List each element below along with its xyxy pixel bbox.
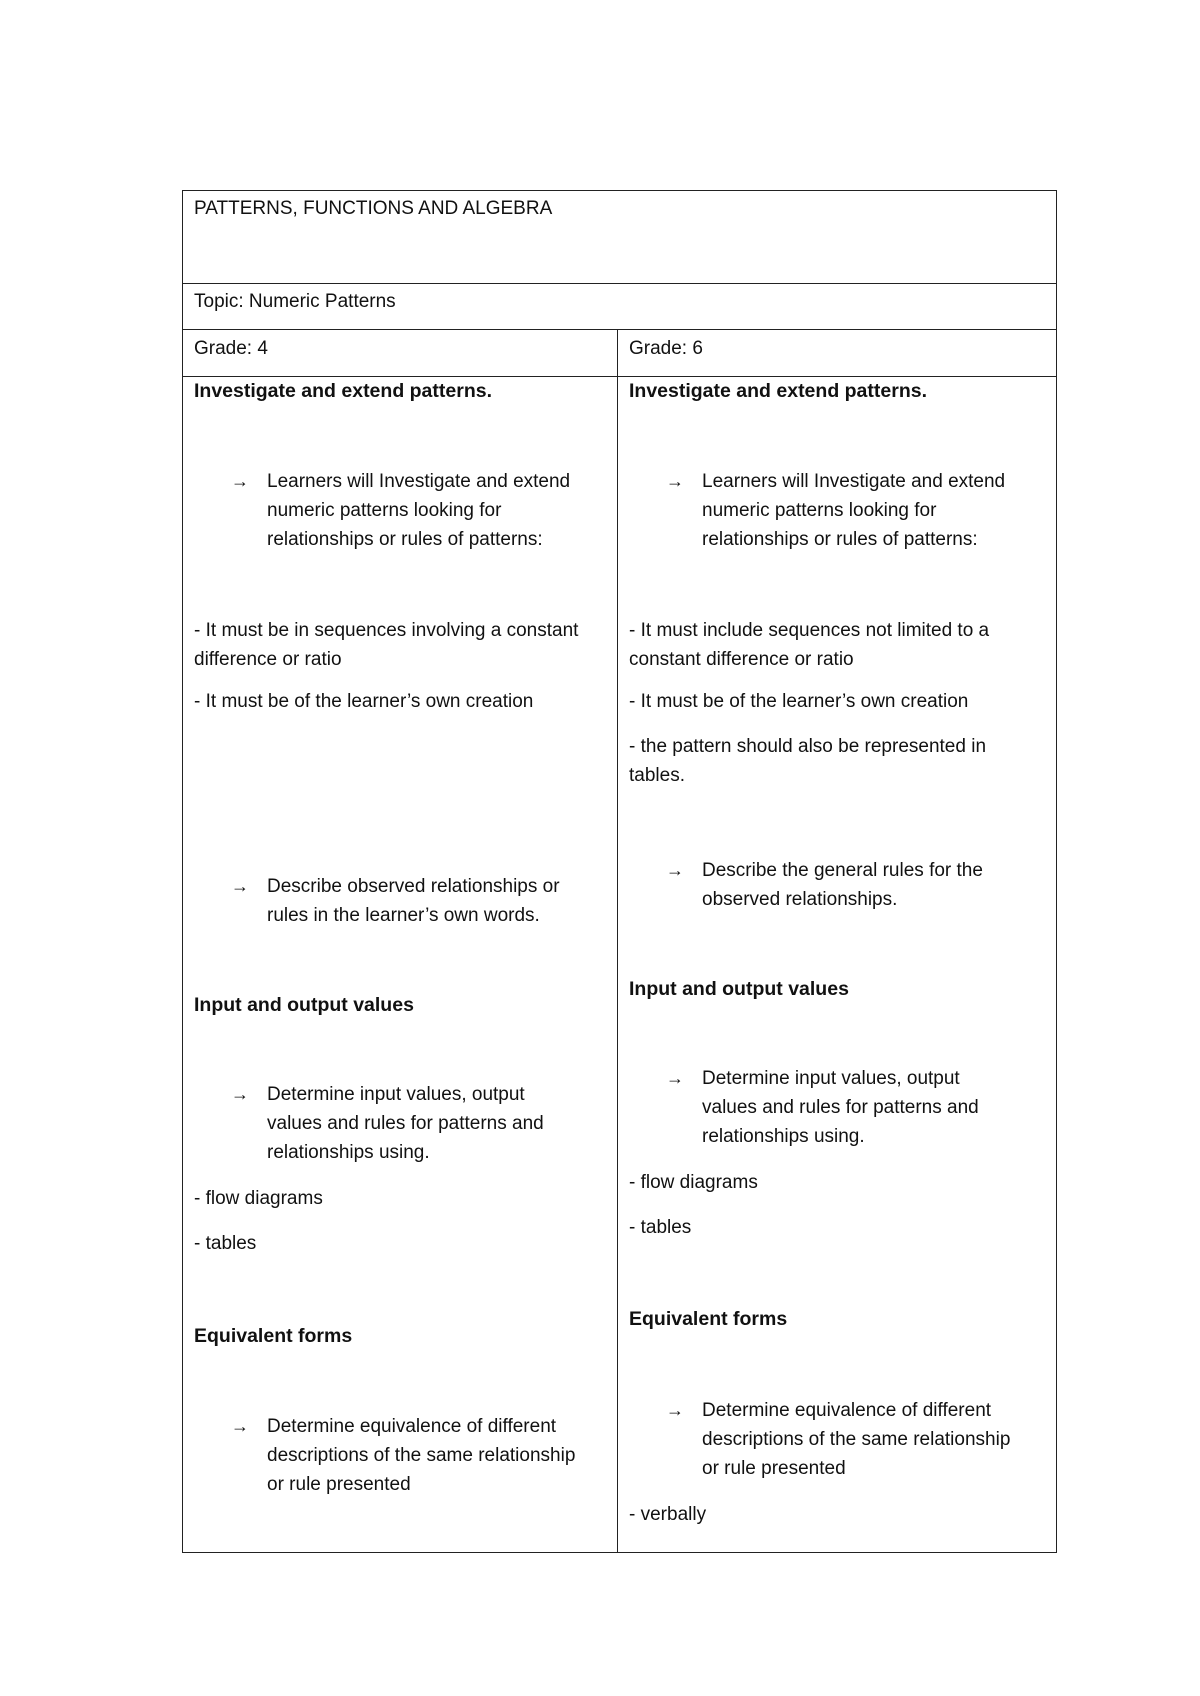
left-dash-own-creation: - It must be of the learner’s own creation [194, 691, 534, 712]
text-line: relationships or rules of patterns: [702, 529, 978, 550]
arrow-icon: → [666, 860, 684, 880]
text-line: relationships or rules of patterns: [267, 529, 543, 550]
text-line: numeric patterns looking for [702, 500, 937, 521]
text-line: relationships using. [702, 1126, 865, 1147]
text-line: constant difference or ratio [629, 649, 854, 670]
text-line: descriptions of the same relationship [267, 1445, 576, 1466]
text-line: Determine equivalence of different [702, 1400, 992, 1421]
right-dash-own-creation: - It must be of the learner’s own creation [629, 691, 969, 712]
strand-title: PATTERNS, FUNCTIONS AND ALGEBRA [194, 198, 553, 219]
right-dash-tables: - tables [629, 1217, 692, 1238]
text-line: values and rules for patterns and [267, 1113, 544, 1134]
grade-right-label: Grade: 6 [629, 338, 703, 359]
left-dash-flow-diagrams: - flow diagrams [194, 1188, 323, 1209]
arrow-icon: → [231, 876, 249, 896]
text-line: Describe observed relationships or [267, 876, 560, 897]
arrow-icon: → [231, 1084, 249, 1104]
right-dash-verbally: - verbally [629, 1504, 707, 1525]
left-heading-investigate: Investigate and extend patterns. [194, 380, 492, 402]
curriculum-table [182, 190, 1057, 1553]
left-dash-tables: - tables [194, 1233, 257, 1254]
left-bullet-equivalence [267, 1412, 575, 1499]
text-line: or rule presented [267, 1474, 411, 1495]
arrow-icon: → [666, 1400, 684, 1420]
right-heading-input-output: Input and output values [629, 978, 849, 1000]
text-line: - It must include sequences not limited to a [629, 620, 990, 641]
text-line: tables. [629, 765, 685, 786]
text-line: observed relationships. [702, 889, 898, 910]
left-heading-input-output: Input and output values [194, 994, 414, 1016]
text-line: - the pattern should also be represented in [629, 736, 987, 757]
column-divider [617, 330, 618, 1552]
left-bullet-describe [267, 872, 560, 930]
text-line: Learners will Investigate and extend [702, 471, 1006, 492]
arrow-icon: → [231, 1416, 249, 1436]
right-bullet-investigate [702, 467, 1005, 554]
topic-label: Topic: Numeric Patterns [194, 291, 396, 312]
text-line: difference or ratio [194, 649, 342, 670]
left-bullet-determine-input [267, 1080, 544, 1167]
text-line: relationships using. [267, 1142, 430, 1163]
arrow-icon: → [231, 471, 249, 491]
text-line: Determine input values, output [267, 1084, 525, 1105]
text-line: Determine input values, output [702, 1068, 960, 1089]
right-bullet-describe [702, 856, 983, 914]
text-line: Describe the general rules for the [702, 860, 983, 881]
text-line: values and rules for patterns and [702, 1097, 979, 1118]
left-dash-sequences [194, 616, 578, 674]
strand-row [183, 191, 1056, 284]
left-bullet-investigate [267, 467, 570, 554]
text-line: Learners will Investigate and extend [267, 471, 571, 492]
grade-left-label: Grade: 4 [194, 338, 268, 359]
text-line: - It must be in sequences involving a constant [194, 620, 579, 641]
right-dash-tables-representation [629, 732, 986, 790]
arrow-icon: → [666, 471, 684, 491]
text-line: Determine equivalence of different [267, 1416, 557, 1437]
right-dash-sequences [629, 616, 989, 674]
right-bullet-equivalence [702, 1396, 1010, 1483]
text-line: descriptions of the same relationship [702, 1429, 1011, 1450]
right-heading-investigate: Investigate and extend patterns. [629, 380, 927, 402]
right-dash-flow-diagrams: - flow diagrams [629, 1172, 758, 1193]
arrow-icon: → [666, 1068, 684, 1088]
right-bullet-determine-input [702, 1064, 979, 1151]
grade-row [183, 330, 1056, 377]
text-line: or rule presented [702, 1458, 846, 1479]
left-heading-equivalent: Equivalent forms [194, 1325, 353, 1347]
topic-row [183, 284, 1056, 330]
text-line: numeric patterns looking for [267, 500, 502, 521]
text-line: rules in the learner’s own words. [267, 905, 540, 926]
right-heading-equivalent: Equivalent forms [629, 1308, 788, 1330]
